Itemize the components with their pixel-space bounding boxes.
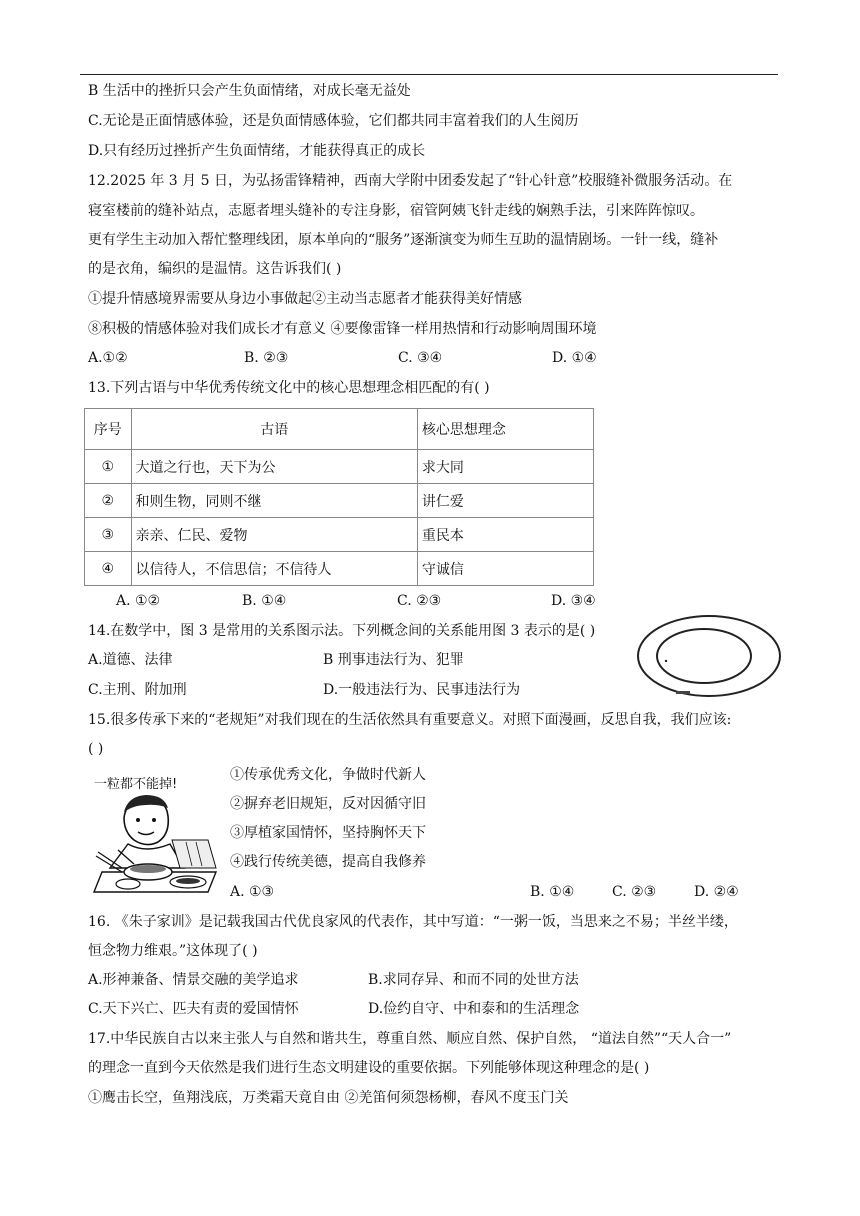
table-cell: 以信待人，不信思信；不信待人 xyxy=(131,552,417,586)
table-cell: 重民本 xyxy=(417,518,593,552)
table-header-row xyxy=(85,409,594,450)
q15-statement-4: ④践行传统美德，提高自我修养 xyxy=(230,854,426,870)
table-header-cell: 古语 xyxy=(131,409,417,450)
q16-option-a[interactable]: A.形神兼备、情景交融的美学追求 xyxy=(88,972,299,988)
table-row xyxy=(85,450,594,484)
table-row xyxy=(85,552,594,586)
q13-option-b[interactable]: B. ①④ xyxy=(242,593,287,609)
q13-option-d[interactable]: D. ③④ xyxy=(551,593,596,609)
q12-option-c[interactable]: C. ③④ xyxy=(398,350,443,366)
table-cell: 守诚信 xyxy=(417,552,593,586)
q12-statement-2: ⑧积极的情感体验对我们成长才有意义 ④要像雷锋一样用热情和行动影响周围环境 xyxy=(88,321,597,337)
q13-table xyxy=(84,408,594,586)
table-row xyxy=(85,518,594,552)
q12-option-b[interactable]: B. ②③ xyxy=(244,350,289,366)
q12-option-d[interactable]: D. ①④ xyxy=(552,350,597,366)
q17-stem-line-1: 17.中华民族自古以来主张人与自然和谐共生，尊重自然、顺应自然、保护自然， “道法自然”“天人合一” xyxy=(88,1031,732,1047)
q15-option-c[interactable]: C. ②③ xyxy=(612,884,657,900)
table-header-cell: 序号 xyxy=(85,409,132,450)
q12-statement-1: ①提升情感境界需要从身边小事做起②主动当志愿者才能获得美好情感 xyxy=(88,291,522,307)
q16-stem-line-2: 恒念物力维艰。”这体现了( ) xyxy=(88,943,258,959)
q12-stem-line-1: 12.2025 年 3 月 5 日，为弘扬雷锋精神，西南大学附中团委发起了“针心针意”校服缝补微服务活动。在 xyxy=(88,173,733,189)
q15-option-b[interactable]: B. ①④ xyxy=(530,884,575,900)
q16-option-d[interactable]: D.俭约自守、中和泰和的生活理念 xyxy=(368,1001,580,1017)
table-cell: 和则生物，同则不继 xyxy=(131,484,417,518)
q15-statement-1: ①传承优秀文化，争做时代新人 xyxy=(230,767,426,783)
q16-option-b[interactable]: B.求同存异、和而不同的处世方法 xyxy=(368,972,579,988)
q13-option-a[interactable]: A. ①② xyxy=(116,593,161,609)
q14-option-b[interactable]: B 刑事违法行为、犯罪 xyxy=(323,652,464,668)
q15-stem-line-1: 15.很多传承下来的“老规矩”对我们现在的生活依然具有重要意义。对照下面漫画，反思自我，我们应该: xyxy=(88,712,732,728)
q17-statement-1: ①鹰击长空，鱼翔浅底，万类霜天竟自由 ②羌笛何须怨杨柳，春风不度玉门关 xyxy=(88,1090,569,1106)
q14-option-d[interactable]: D.一般违法行为、民事违法行为 xyxy=(323,682,521,698)
q14-option-a[interactable]: A.道德、法律 xyxy=(88,652,173,668)
table-cell: ① xyxy=(85,450,132,484)
table-header-cell: 核心思想理念 xyxy=(417,409,593,450)
table-row xyxy=(85,484,594,518)
q14-stem: 14.在数学中，图 3 是常用的关系图示法。下列概念间的关系能用图 3 表示的是( ) xyxy=(88,623,596,639)
q15-stem-line-2: ( ) xyxy=(88,741,104,757)
q17-stem-line-2: 的理念一直到今天依然是我们进行生态文明建设的重要依据。下列能够体现这种理念的是( ) xyxy=(88,1060,650,1076)
q12-stem-line-3: 更有学生主动加入帮忙整理线团，原本单向的“服务”逐渐演变为师生互助的温情剧场。一针一线，缝补 xyxy=(88,232,719,248)
q16-option-c[interactable]: C.天下兴亡、匹夫有责的爱国情怀 xyxy=(88,1001,299,1017)
q14-option-c[interactable]: C.主刑、附加刑 xyxy=(88,682,187,698)
q12-stem-line-4: 的是衣角，编织的是温情。这告诉我们( ) xyxy=(88,261,342,277)
figure-3-nested-circles xyxy=(636,614,782,700)
q15-statement-3: ③厚植家国情怀，坚持胸怀天下 xyxy=(230,825,426,841)
q16-stem-line-1: 16. 《朱子家训》是记载我国古代优良家风的代表作，其中写道：“一粥一饭，当思来之不易；半丝半缕， xyxy=(88,914,738,930)
table-cell: ② xyxy=(85,484,132,518)
table-cell: ③ xyxy=(85,518,132,552)
table-cell: 亲亲、仁民、爱物 xyxy=(131,518,417,552)
q13-stem: 13.下列古语与中华优秀传统文化中的核心思想理念相匹配的有( ) xyxy=(88,380,490,396)
table-cell: 大道之行也，天下为公 xyxy=(131,450,417,484)
table-cell: 求大同 xyxy=(417,450,593,484)
q12-stem-line-2: 寝室楼前的缝补站点，志愿者埋头缝补的专注身影，宿管阿姨飞针走线的娴熟手法，引来阵阵惊叹。 xyxy=(88,203,704,219)
q11-option-d[interactable]: D.只有经历过挫折产生负面情绪，才能获得真正的成长 xyxy=(88,143,426,159)
cartoon-boy-eating-image xyxy=(88,768,226,896)
cartoon-caption: 一粒都不能掉! xyxy=(94,777,178,792)
table-cell: 讲仁爱 xyxy=(417,484,593,518)
q13-option-c[interactable]: C. ②③ xyxy=(397,593,442,609)
table-cell: ④ xyxy=(85,552,132,586)
q15-option-d[interactable]: D. ②④ xyxy=(694,884,739,900)
q11-option-c[interactable]: C.无论是正面情感体验，还是负面情感体验，它们都共同丰富着我们的人生阅历 xyxy=(88,113,579,129)
q11-option-b[interactable]: B 生活中的挫折只会产生负面情绪，对成长毫无益处 xyxy=(88,83,411,99)
header-rule xyxy=(80,74,778,75)
q15-statement-2: ②摒弃老旧规矩，反对因循守旧 xyxy=(230,796,426,812)
q12-option-a[interactable]: A.①② xyxy=(88,350,128,366)
q15-option-a[interactable]: A. ①③ xyxy=(230,884,275,900)
